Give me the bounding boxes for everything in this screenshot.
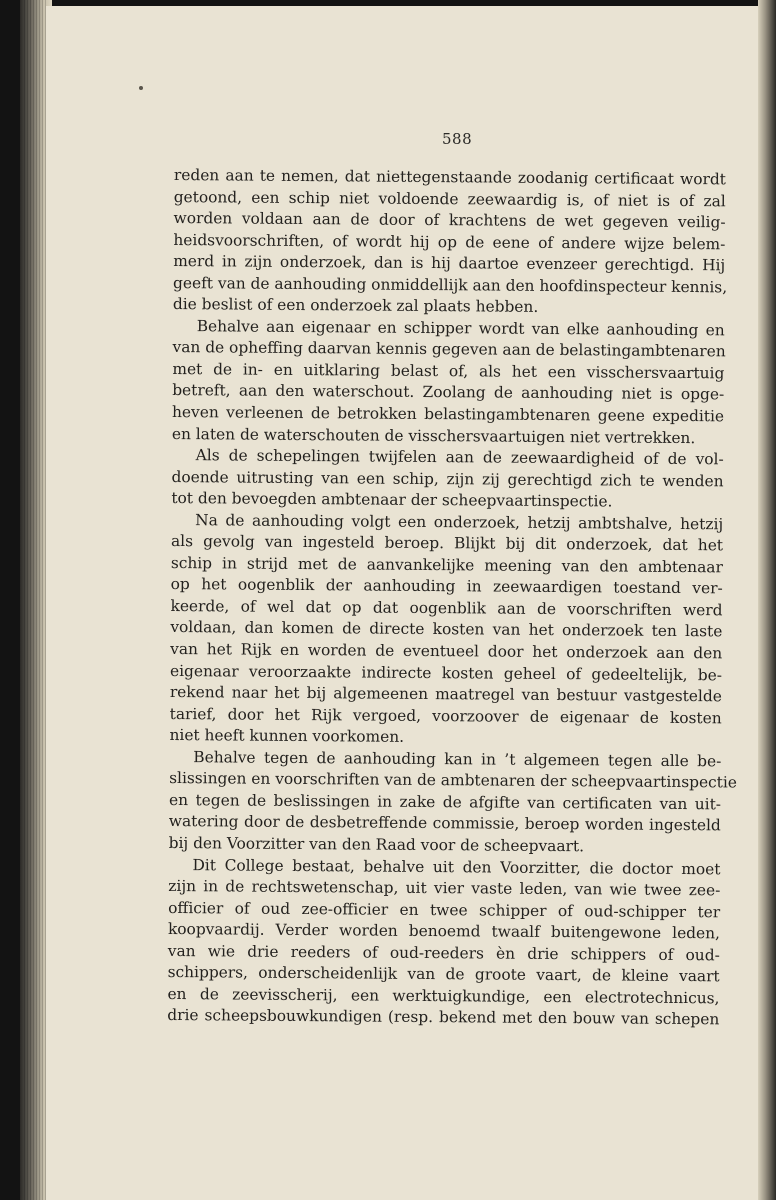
page-edge-shadow	[758, 0, 776, 1200]
text-line: van wie drie reeders of oud-reeders èn drie schippers of oud-	[167, 941, 720, 964]
text-line: officier of oud zee-officier en twee schipper of oud-schipper ter	[168, 898, 721, 921]
text-line: en tegen de beslissingen in zake de afgifte van certificaten van uit-	[168, 790, 722, 814]
text-line: drie scheepsbouwkundigen (resp. bekend met den bouw van schepen	[167, 1006, 720, 1029]
ink-speck	[139, 86, 143, 90]
text-line: van het Rijk en worden de eventueel door het onderzoek aan den	[170, 640, 723, 663]
text-line: Dit College bestaat, behalve uit den Voorzitter, die doctor moet	[192, 855, 721, 878]
text-line: koopvaardij. Verder worden benoemd twaalf buitengewone leden,	[167, 920, 721, 943]
text-line: heven verleenen de betrokken belastingambtenaren geene expeditie	[171, 403, 725, 426]
text-line: die beslist of een onderzoek zal plaats hebben.	[172, 295, 539, 317]
text-line: en laten de waterschouten de visschersvaartuigen niet vertrekken.	[171, 424, 696, 447]
text-line: geeft van de aanhouding onmiddellijk aan den hoofdinspecteur kennis,	[173, 273, 728, 297]
text-line: tot den bevoegden ambtenaar der scheepvaartinspectie.	[171, 489, 613, 511]
text-line: tarief, door het Rijk vergoed, voorzoover de eigenaar de kosten	[169, 704, 722, 727]
text-line: slissingen en voorschriften van de ambtenaren der scheepvaartinspectie	[169, 769, 738, 792]
text-line: Na de aanhouding volgt een onderzoek, hetzij ambtshalve, hetzij	[195, 510, 724, 534]
text-line: schippers, onderscheidenlijk van de groote vaart, de kleine vaart	[167, 963, 720, 986]
text-line: reden aan te nemen, dat niettegenstaande zoodanig certificaat wordt	[173, 165, 726, 189]
text-line: rekend naar het bij algemeenen maatregel van bestuur vastgestelde	[169, 683, 722, 706]
text-line: en de zeevisscherij, een werktuigkundige, een electrotechnicus,	[167, 984, 720, 1008]
text-line: van de opheffing daarvan kennis gegeven aan de belastingambtenaren	[172, 338, 726, 361]
binding-texture	[24, 0, 46, 1200]
page-number: 588	[442, 130, 473, 148]
text-line: worden voldaan aan de door of krachtens de wet gegeven veilig-	[173, 209, 726, 232]
text-line: met de in- en uitklaring belast of, als het een visschersvaartuig	[172, 359, 725, 383]
text-line: niet heeft kunnen voorkomen.	[169, 726, 405, 747]
text-line: merd in zijn onderzoek, dan is hij daartoe evenzeer gerechtigd. Hij	[173, 252, 726, 275]
text-line: doende uitrusting van een schip, zijn zij gerechtigd zich te wenden	[171, 467, 724, 490]
text-line: Behalve aan eigenaar en schipper wordt van elke aanhouding en	[196, 317, 725, 340]
text-line: eigenaar veroorzaakte indirecte kosten geheel of gedeeltelijk, be-	[169, 661, 723, 684]
text-line: getoond, een schip niet voldoende zeewaardig is, of niet is of zal	[173, 187, 726, 210]
body-text	[167, 165, 738, 1031]
text-line: schip in strijd met de aanvankelijke meening van den ambtenaar	[170, 553, 723, 577]
text-line: bij den Voorzitter van den Raad voor de scheepvaart.	[168, 833, 585, 856]
text-line: als gevolg van ingesteld beroep. Blijkt bij dit onderzoek, dat het	[170, 532, 724, 555]
text-line: watering door de desbetreffende commissie, beroep worden ingesteld	[168, 812, 721, 835]
text-line: Als de schepelingen twijfelen aan de zeewaardigheid of de vol-	[195, 446, 724, 469]
text-line: keerde, of wel dat op dat oogenblik aan de voorschriften werd	[170, 596, 723, 620]
text-line: betreft, aan den waterschout. Zoolang de aanhouding niet is opge-	[172, 381, 725, 404]
text-line: voldaan, dan komen de directe kosten van het onderzoek ten laste	[170, 618, 723, 641]
text-line: Behalve tegen de aanhouding kan in ’t algemeen tegen alle be-	[193, 747, 722, 771]
text-line: heidsvoorschriften, of wordt hij op de eene of andere wijze belem-	[173, 230, 726, 253]
text-line: zijn in de rechtswetenschap, uit vier vaste leden, van wie twee zee-	[168, 877, 721, 900]
text-line: op het oogenblik der aanhouding in zeewaardigen toestand ver-	[170, 575, 723, 598]
